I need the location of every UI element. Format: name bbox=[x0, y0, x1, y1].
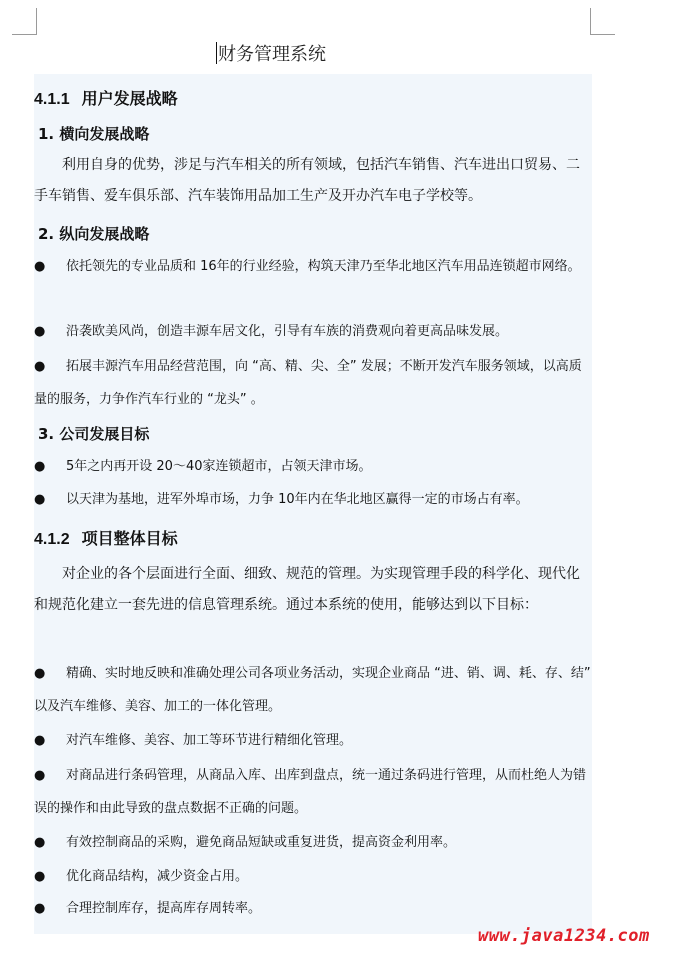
paragraph-project-goals: 对企业的各个层面进行全面、细致、规范的管理。为实现管理手段的科学化、现代化和规范化建立一套先进的信息管理系统。通过本系统的使用，能够达到以下目标： bbox=[34, 566, 580, 613]
bullet-dot-icon: ● bbox=[34, 835, 46, 850]
crop-mark-top-left bbox=[12, 8, 37, 35]
bullet-item: ● 合理控制库存，提高库存周转率。 bbox=[34, 892, 592, 925]
section-number: 4.1.1 bbox=[34, 91, 70, 108]
bullet-item: ● 以天津为基地，进军外埠市场，力争 10年内在华北地区赢得一定的市场占有率。 bbox=[34, 483, 592, 516]
bullet-item: ● 优化商品结构，减少资金占用。 bbox=[34, 860, 592, 893]
bullet-item: ● 对商品进行条码管理，从商品入库、出库到盘点，统一通过条码进行管理，从而杜绝人为错误的操作和由此导致的盘点数据不正确的问题。 bbox=[34, 759, 592, 825]
bullet-dot-icon: ● bbox=[34, 359, 46, 374]
subheading-horizontal-strategy: 1. 横向发展战略 bbox=[38, 125, 150, 143]
document-body[interactable] bbox=[34, 74, 592, 934]
bullet-dot-icon: ● bbox=[34, 259, 46, 274]
bullet-dot-icon: ● bbox=[34, 869, 46, 884]
bullet-dot-icon: ● bbox=[34, 666, 46, 681]
section-heading-4-1-2 bbox=[34, 526, 592, 549]
site-watermark: www.java1234.com bbox=[478, 926, 650, 946]
bullet-dot-icon: ● bbox=[34, 459, 46, 474]
section-number: 4.1.2 bbox=[34, 531, 70, 548]
subheading-company-goals: 3. 公司发展目标 bbox=[38, 425, 150, 443]
subheading-vertical-strategy: 2. 纵向发展战略 bbox=[38, 225, 150, 243]
bullet-item: ● 对汽车维修、美容、加工等环节进行精细化管理。 bbox=[34, 724, 592, 757]
bullet-dot-icon: ● bbox=[34, 492, 46, 507]
bullet-dot-icon: ● bbox=[34, 733, 46, 748]
bullet-item: ● 拓展丰源汽车用品经营范围，向 “高、精、尖、全” 发展；不断开发汽车服务领域，以高质量的服务，力争作汽车行业的 “龙头” 。 bbox=[34, 350, 592, 416]
paragraph-horizontal-strategy: 利用自身的优势，涉足与汽车相关的所有领域，包括汽车销售、汽车进出口贸易、二手车销售、爱车俱乐部、汽车装饰用品加工生产及开办汽车电子学校等。 bbox=[34, 157, 580, 204]
bullet-item: ● 5年之内再开设 20～40家连锁超市，占领天津市场。 bbox=[34, 450, 592, 483]
crop-mark-top-right bbox=[590, 8, 615, 35]
bullet-dot-icon: ● bbox=[34, 901, 46, 916]
section-title: 用户发展战略 bbox=[81, 89, 178, 108]
bullet-item: ● 有效控制商品的采购，避免商品短缺或重复进货，提高资金利用率。 bbox=[34, 826, 592, 859]
section-heading-4-1-1 bbox=[34, 86, 592, 109]
bullet-dot-icon: ● bbox=[34, 324, 46, 339]
bullet-item: ● 依托领先的专业品质和 16年的行业经验，构筑天津乃至华北地区汽车用品连锁超市网络。 bbox=[34, 250, 592, 283]
header-title-line[interactable] bbox=[216, 40, 326, 66]
header-title: 财务管理系统 bbox=[218, 44, 326, 65]
text-cursor bbox=[216, 42, 217, 64]
bullet-item: ● 精确、实时地反映和准确处理公司各项业务活动，实现企业商品 “进、销、调、耗、存、结” 以及汽车维修、美容、加工的一体化管理。 bbox=[34, 657, 592, 723]
bullet-item: ● 沿袭欧美风尚，创造丰源车居文化，引导有车族的消费观向着更高品味发展。 bbox=[34, 315, 592, 348]
section-title: 项目整体目标 bbox=[81, 529, 178, 548]
bullet-dot-icon: ● bbox=[34, 768, 46, 783]
